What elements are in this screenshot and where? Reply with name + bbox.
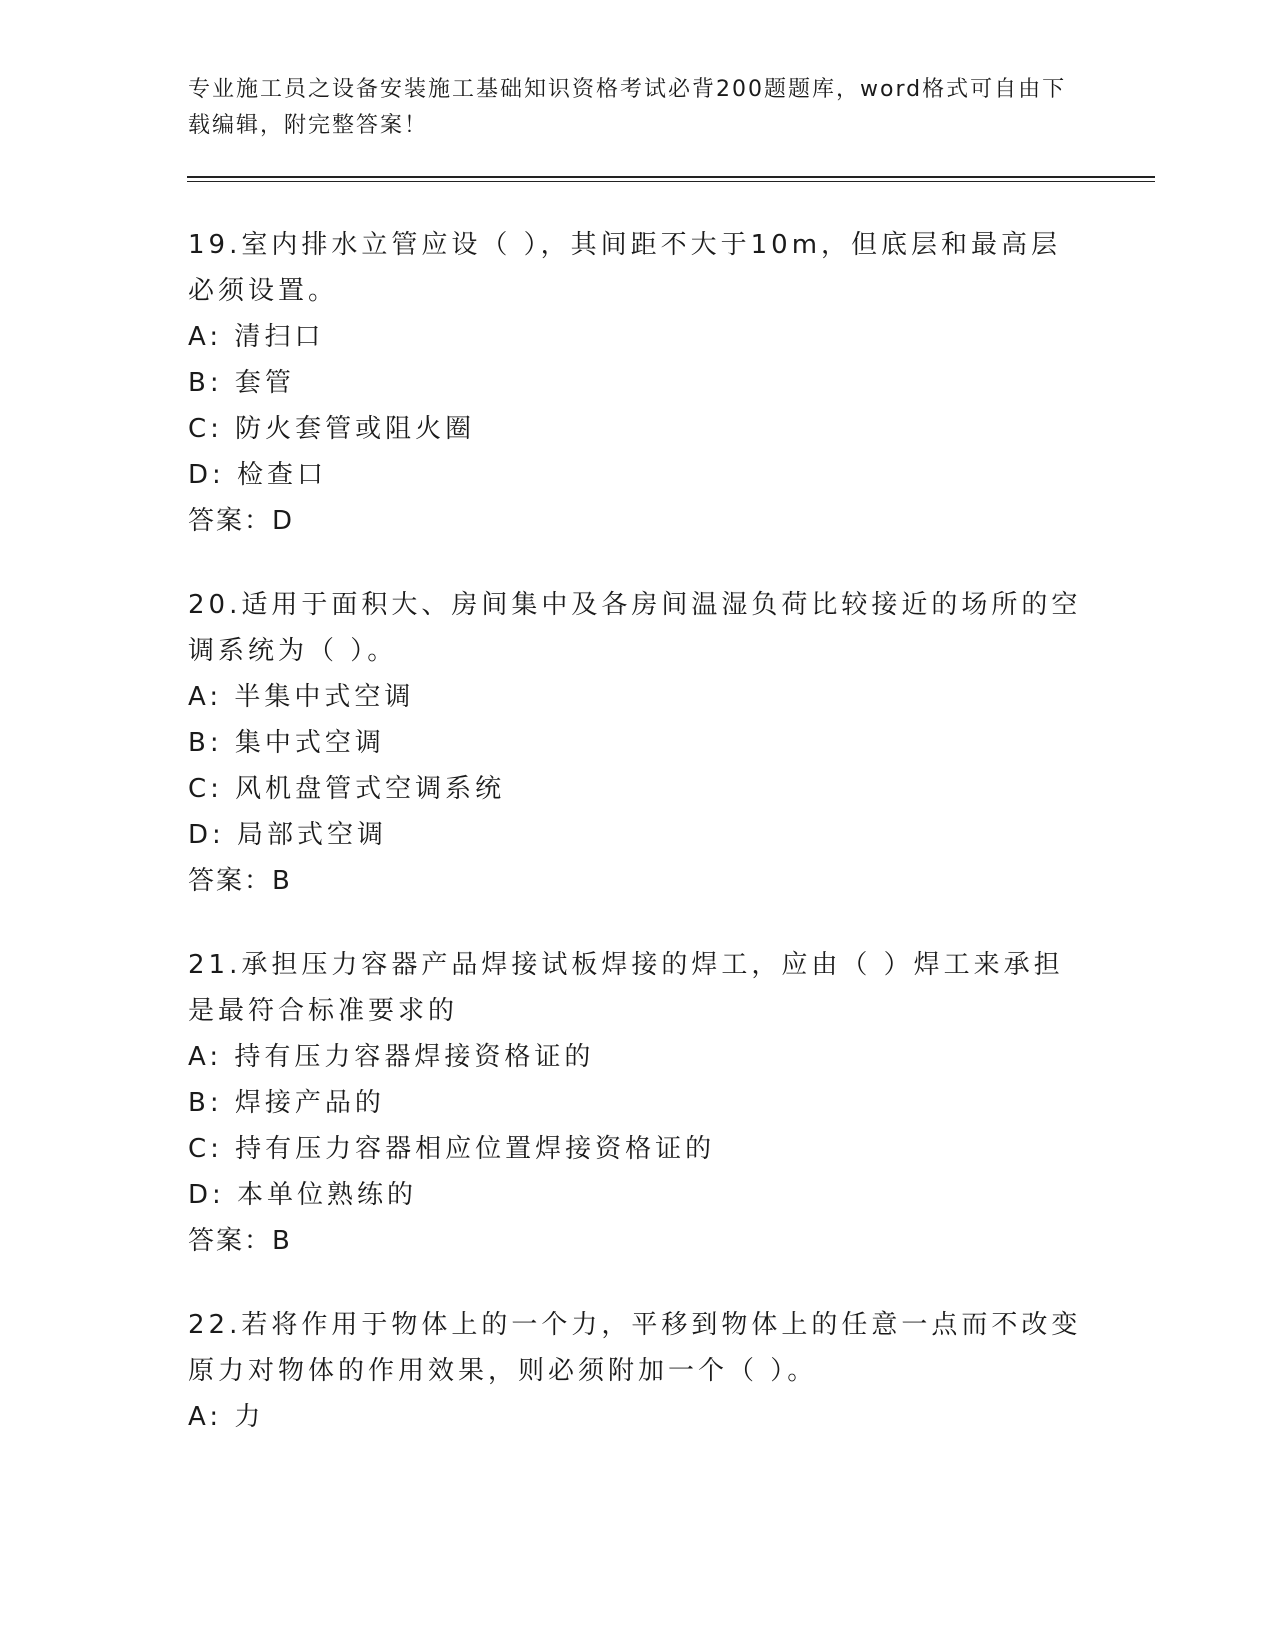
answer: 答案：D xyxy=(188,506,295,536)
document-header xyxy=(188,72,1088,144)
option-c: C: 防火套管或阻火圈 xyxy=(188,414,476,444)
option-d: D: 局部式空调 xyxy=(188,820,388,850)
question-stem: 19.室内排水立管应设（ ），其间距不大于10m，但底层和最高层必须设置。 xyxy=(188,230,1062,306)
option-c: C: 持有压力容器相应位置焊接资格证的 xyxy=(188,1134,716,1164)
option-b: B: 套管 xyxy=(188,368,295,398)
document-title: 专业施工员之设备安装施工基础知识资格考试必背200题题库，word格式可自由下载编辑，附完整答案！ xyxy=(188,77,1067,138)
option-b: B: 集中式空调 xyxy=(188,728,385,758)
question-21 xyxy=(188,942,1088,1264)
option-d: D: 检查口 xyxy=(188,460,328,490)
question-stem: 20.适用于面积大、房间集中及各房间温湿负荷比较接近的场所的空调系统为（ ）。 xyxy=(188,590,1082,666)
question-20 xyxy=(188,582,1088,904)
option-a: A: 清扫口 xyxy=(188,322,325,352)
header-divider-thick xyxy=(187,176,1155,178)
answer: 答案：B xyxy=(188,1226,292,1256)
option-c: C: 风机盘管式空调系统 xyxy=(188,774,506,804)
question-19 xyxy=(188,222,1088,544)
option-d: D: 本单位熟练的 xyxy=(188,1180,418,1210)
option-a: A: 力 xyxy=(188,1402,265,1432)
question-stem: 21.承担压力容器产品焊接试板焊接的焊工，应由（ ）焊工来承担是最符合标准要求的 xyxy=(188,950,1064,1026)
question-22 xyxy=(188,1302,1088,1440)
header-divider-thin xyxy=(187,181,1155,182)
option-a: A: 半集中式空调 xyxy=(188,682,415,712)
option-a: A: 持有压力容器焊接资格证的 xyxy=(188,1042,595,1072)
answer: 答案：B xyxy=(188,866,292,896)
option-b: B: 焊接产品的 xyxy=(188,1088,385,1118)
question-stem: 22.若将作用于物体上的一个力，平移到物体上的任意一点而不改变原力对物体的作用效果，则必须附加一个（ ）。 xyxy=(188,1310,1082,1386)
